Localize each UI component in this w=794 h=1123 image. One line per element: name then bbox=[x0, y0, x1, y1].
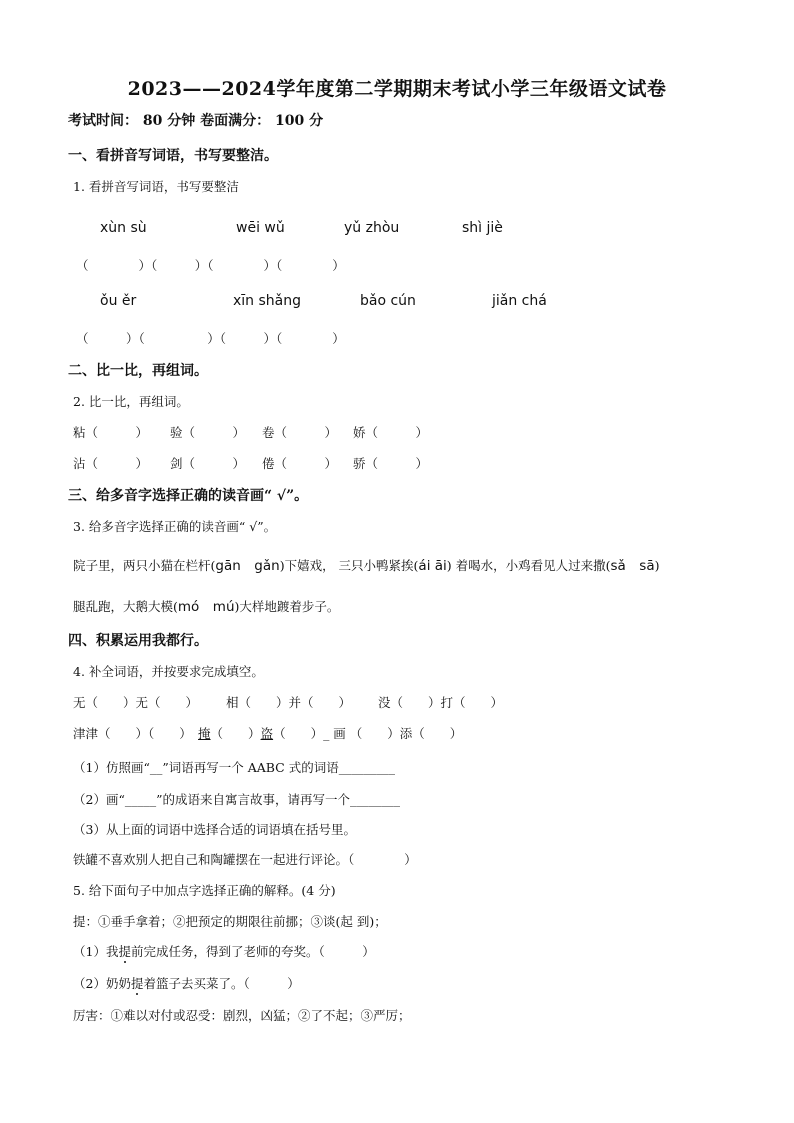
compare-item-jiao1[interactable]: 娇（ ） bbox=[353, 425, 429, 440]
pinyin-weiwu: wēi wǔ bbox=[236, 220, 285, 236]
compare-item-juan2[interactable]: 倦（ ） bbox=[262, 456, 338, 471]
q4-sub-3-sentence[interactable]: 铁罐不喜欢别人把自己和陶罐摆在一起进行评论。（ ） bbox=[73, 852, 417, 867]
pinyin-choice-gan[interactable]: gān gǎn bbox=[215, 558, 280, 574]
pinyin-xinshang: xīn shǎng bbox=[233, 293, 302, 309]
compare-item-jian[interactable]: 剑（ ） bbox=[170, 456, 246, 471]
q3-prompt: 3. 给多音字选择正确的读音画“ √”。 bbox=[73, 519, 277, 534]
q4-sub-3: （3）从上面的词语中选择合适的词语填在括号里。 bbox=[73, 822, 356, 837]
pinyin-xunsu: xùn sù bbox=[100, 220, 147, 236]
page-title: 2023——2024学年度第二学期期末考试小学三年级语文试卷 bbox=[127, 78, 667, 100]
section-2-heading: 二、比一比，再组词。 bbox=[68, 363, 208, 379]
compare-item-juan[interactable]: 卷（ ） bbox=[262, 425, 338, 440]
q5-definition-lihai: 厉害：①难以对付或忍受：剧烈，凶猛；②了不起；③严厉； bbox=[73, 1008, 411, 1023]
pinyin-shijie: shì jiè bbox=[462, 220, 503, 236]
q5-prompt: 5. 给下面句子中加点字选择正确的解释。(4 分) bbox=[73, 883, 336, 898]
section-4-heading: 四、积累运用我都行。 bbox=[68, 633, 208, 649]
q1-prompt: 1. 看拼音写词语，书写要整洁 bbox=[73, 179, 239, 194]
idiom-blank-wuwu[interactable]: 无（ ）无（ ） bbox=[73, 695, 199, 710]
idiom-blank-xiangbing[interactable]: 相（ ）并（ ） bbox=[226, 695, 352, 710]
compare-item-yan[interactable]: 验（ ） bbox=[170, 425, 246, 440]
q5-sentence-2[interactable]: （2）奶奶提着篮子去买菜了。（ ） bbox=[73, 976, 300, 991]
compare-item-zhan2[interactable]: 沾（ ） bbox=[73, 456, 149, 471]
compare-item-jiao2[interactable]: 骄（ ） bbox=[353, 456, 429, 471]
q3-passage-line-2: 腿乱跑，大鹅大模(mó mú)大样地踱着步子。 bbox=[73, 599, 340, 615]
pinyin-choice-mo[interactable]: mó mú bbox=[177, 599, 235, 615]
pinyin-baocun: bǎo cún bbox=[360, 293, 416, 309]
q4-prompt: 4. 补全词语，并按要求完成填空。 bbox=[73, 664, 264, 679]
q2-prompt: 2. 比一比，再组词。 bbox=[73, 394, 189, 409]
exam-info: 考试时间： 80 分钟 卷面满分： 100 分 bbox=[68, 113, 324, 129]
pinyin-choice-ai[interactable]: ái āi bbox=[418, 558, 447, 574]
idiom-blank-meida[interactable]: 没（ ）打（ ） bbox=[378, 695, 504, 710]
pinyin-ouer: ǒu ěr bbox=[100, 293, 137, 309]
q5-definition-ti: 提：①垂手拿着；②把预定的期限往前挪；③谈(起 到)； bbox=[73, 914, 387, 929]
q3-passage-line-1: 院子里，两只小猫在栏杆(gān gǎn)下嬉戏， 三只小鸭紧挨(ái āi) 着喝水，小鸡看见人过来撒(sǎ sā) bbox=[73, 558, 660, 574]
q4-sub-2: （2）画“_____”的成语来自寓言故事，请再写一个________ bbox=[73, 792, 400, 807]
pinyin-jiancha: jiǎn chá bbox=[492, 293, 547, 309]
pinyin-choice-sa[interactable]: sǎ sā bbox=[610, 558, 655, 574]
compare-item-zhan1[interactable]: 粘（ ） bbox=[73, 425, 149, 440]
q4-sub-1: （1）仿照画“__”词语再写一个 AABC 式的词语_________ bbox=[73, 760, 395, 775]
pinyin-yuzhou: yǔ zhòu bbox=[344, 220, 400, 236]
q1-answer-row-1[interactable]: （ ）（ ）（ ）（ ） bbox=[76, 258, 345, 273]
idiom-blank-row-2[interactable]: 津津（ ）（ ） 掩（ ）盗（ ）_ 画 （ ）添（ ） bbox=[73, 726, 463, 741]
q1-answer-row-2[interactable]: （ ）（ ）（ ）（ ） bbox=[76, 331, 345, 346]
section-3-heading: 三、给多音字选择正确的读音画“ √”。 bbox=[68, 488, 309, 504]
section-1-heading: 一、看拼音写词语，书写要整洁。 bbox=[68, 148, 278, 164]
q5-sentence-1[interactable]: （1）我提前完成任务，得到了老师的夸奖。（ ） bbox=[73, 944, 375, 959]
